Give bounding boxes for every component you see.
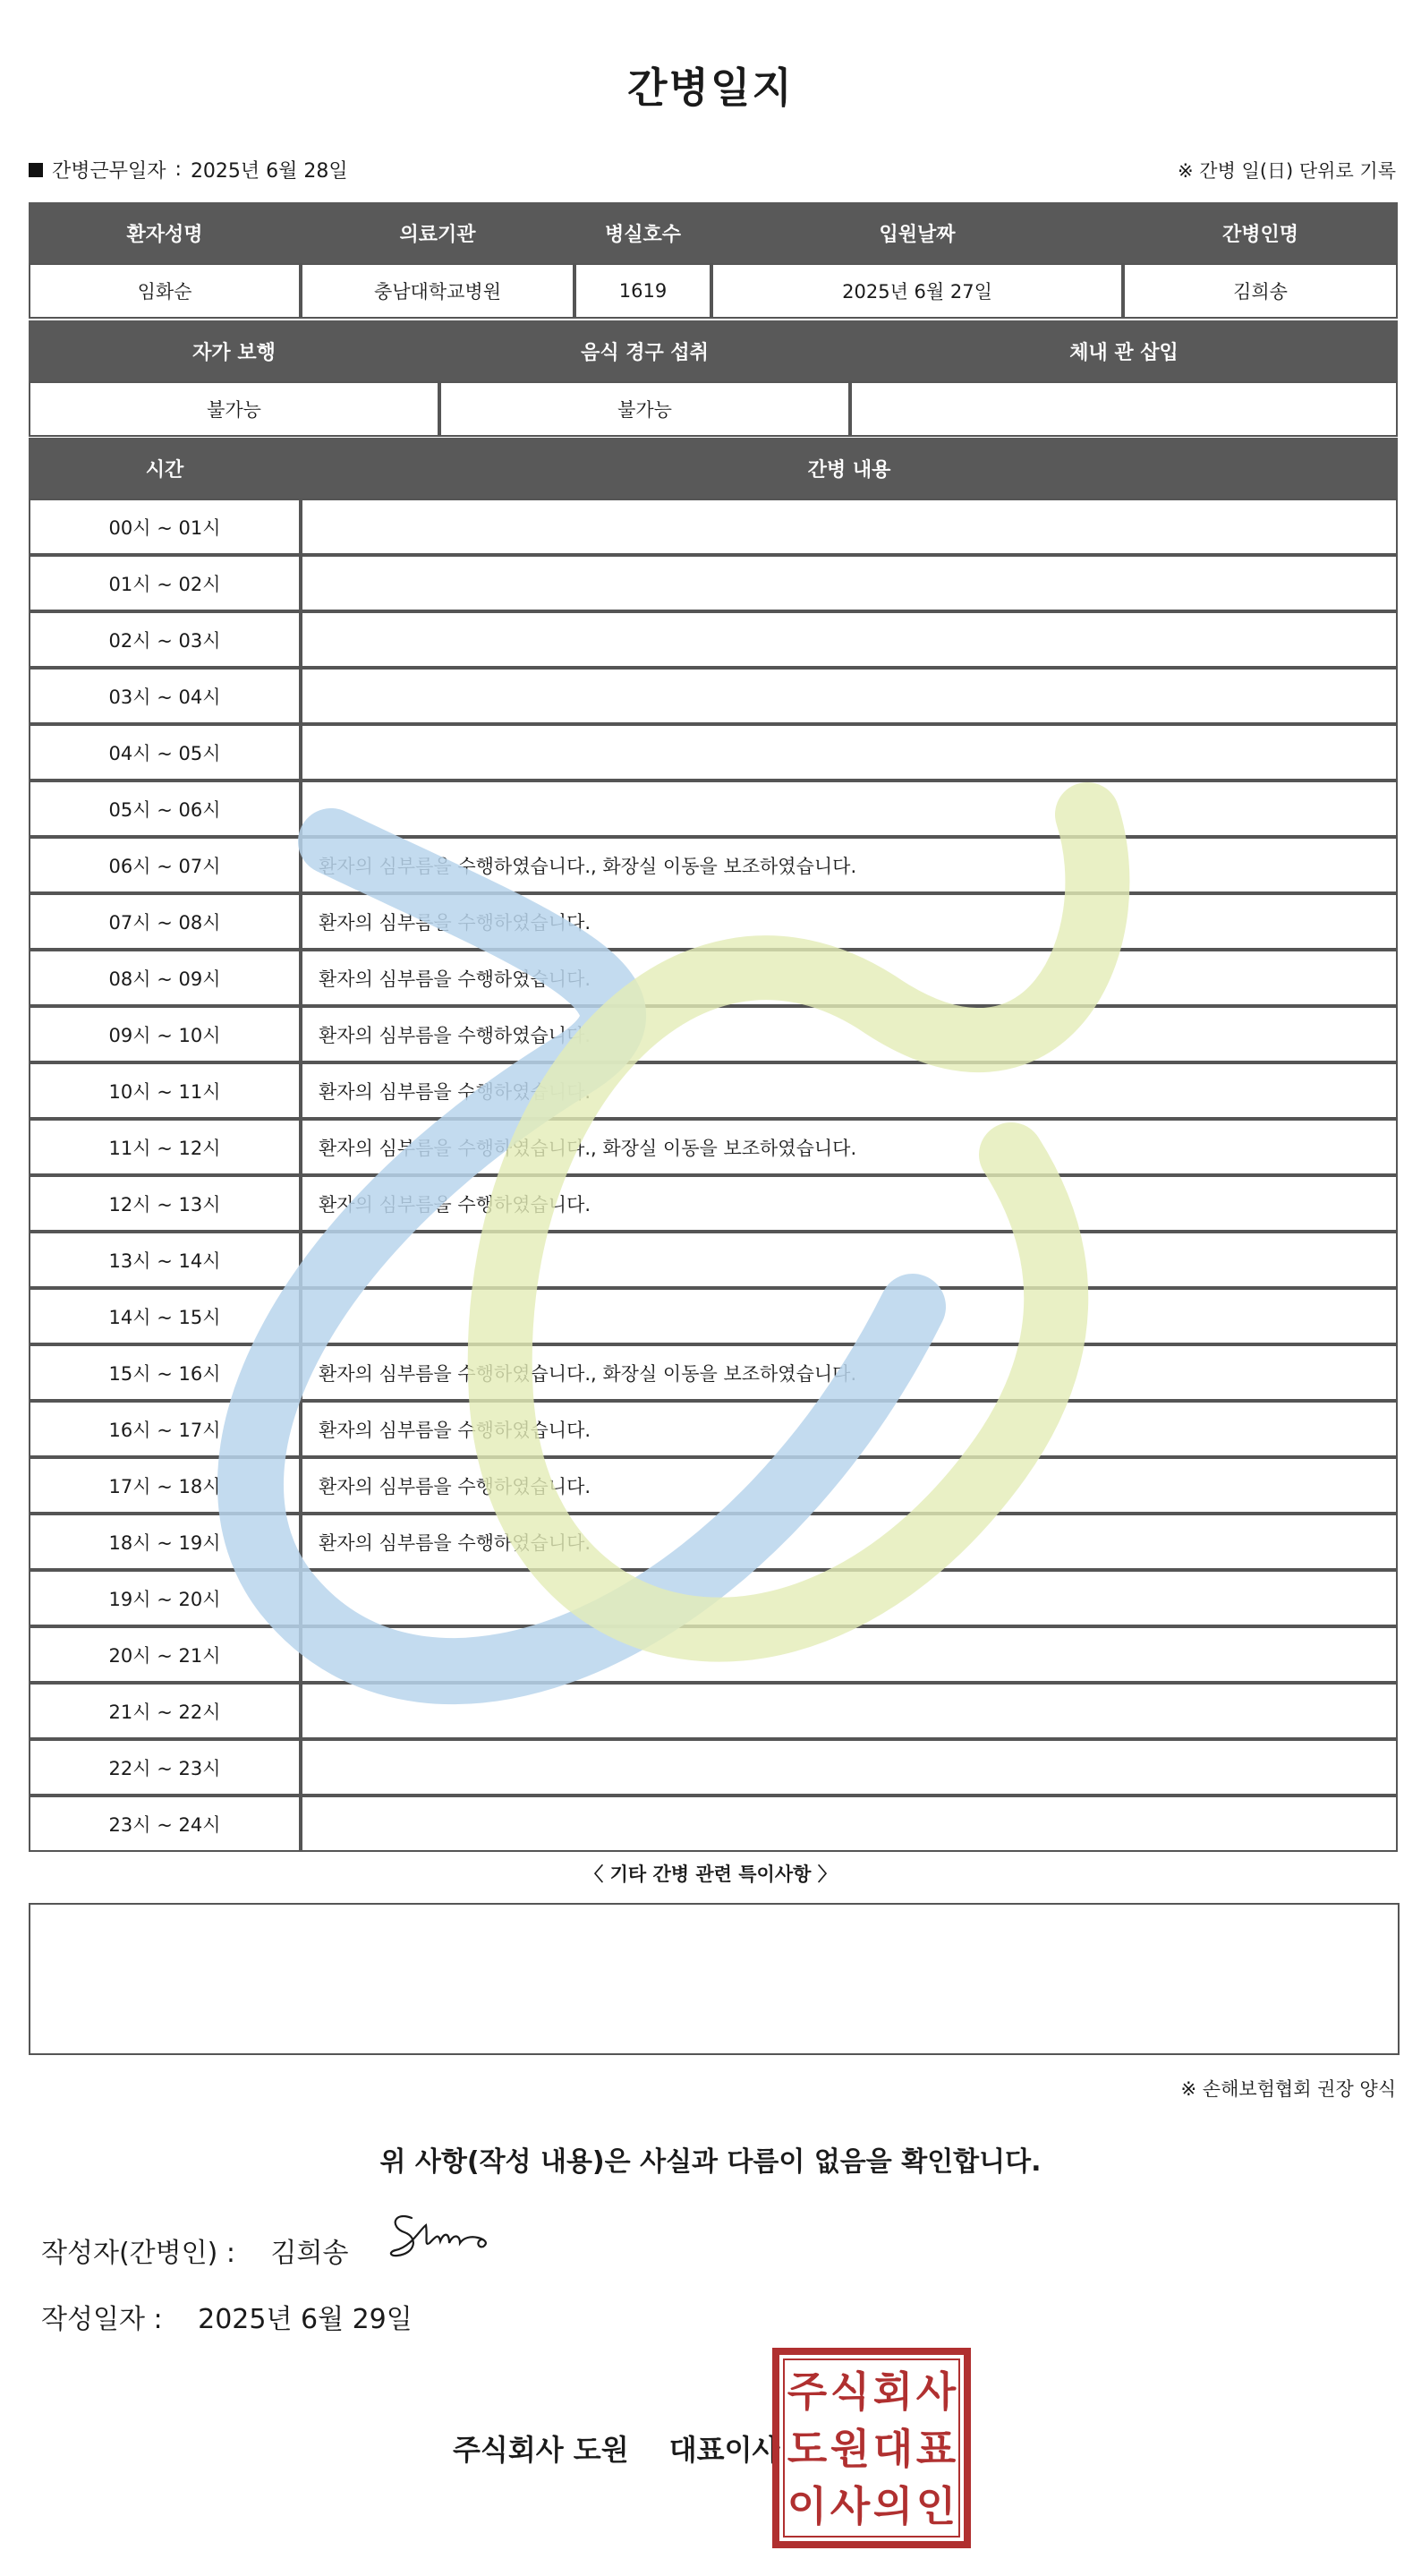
time-slot: 20시 ~ 21시 [29, 1626, 301, 1683]
time-slot: 00시 ~ 01시 [29, 499, 301, 555]
care-content [301, 1796, 1398, 1852]
care-content: 환자의 심부름을 수행하였습니다., 화장실 이동을 보조하였습니다. [301, 1119, 1398, 1175]
time-slot: 08시 ~ 09시 [29, 950, 301, 1006]
patient-status-table [29, 320, 1398, 437]
room-number: 1619 [574, 263, 711, 319]
care-content [301, 1739, 1398, 1796]
company-seal-stamp [771, 2347, 972, 2549]
care-content [301, 611, 1398, 668]
care-log-body [29, 499, 1398, 1852]
special-notes-label: 〈 기타 간병 관련 특이사항 〉 [584, 1864, 837, 1885]
header-oral-intake: 음식 경구 섭취 [439, 320, 850, 381]
table-row [29, 1119, 1398, 1175]
table-row [29, 1626, 1398, 1683]
self-walking-value: 불가능 [29, 381, 439, 437]
care-content [301, 499, 1398, 555]
care-content [301, 555, 1398, 611]
work-date-line [29, 156, 348, 183]
seal-character: 이 [787, 2482, 828, 2530]
seal-lettering [787, 2367, 957, 2530]
care-content [301, 1288, 1398, 1344]
table-row [29, 1232, 1398, 1288]
table-row [29, 1457, 1398, 1514]
care-log-table [29, 438, 1398, 1852]
care-content: 환자의 심부름을 수행하였습니다. [301, 1401, 1398, 1457]
written-date-label: 작성일자 : [41, 2304, 163, 2335]
table-row [29, 1514, 1398, 1570]
table-row [29, 1175, 1398, 1232]
care-content: 환자의 심부름을 수행하였습니다. [301, 1175, 1398, 1232]
time-slot: 05시 ~ 06시 [29, 780, 301, 837]
table-row [29, 1796, 1398, 1852]
seal-character: 주 [787, 2367, 828, 2416]
time-slot: 12시 ~ 13시 [29, 1175, 301, 1232]
care-content: 환자의 심부름을 수행하였습니다. [301, 1514, 1398, 1570]
patient-status-header-row [29, 320, 1398, 381]
care-content: 환자의 심부름을 수행하였습니다. [301, 1457, 1398, 1514]
seal-character: 표 [915, 2425, 957, 2473]
seal-character: 대 [872, 2425, 914, 2473]
care-content [301, 724, 1398, 780]
header-self-walking: 자가 보행 [29, 320, 439, 381]
care-content: 환자의 심부름을 수행하였습니다. [301, 1006, 1398, 1062]
care-content: 환자의 심부름을 수행하였습니다. [301, 893, 1398, 950]
seal-character: 원 [830, 2425, 871, 2473]
seal-character: 인 [915, 2482, 957, 2530]
company-line [453, 2427, 779, 2469]
table-row [29, 1570, 1398, 1626]
header-admission-date: 입원날짜 [711, 202, 1123, 263]
hospital-name: 충남대학교병원 [301, 263, 574, 319]
table-row [29, 1062, 1398, 1119]
time-slot: 07시 ~ 08시 [29, 893, 301, 950]
table-row [29, 668, 1398, 724]
header-care-content: 간병 내용 [301, 438, 1398, 499]
association-form-note: ※ 손해보험협회 권장 양식 [1180, 2078, 1396, 2100]
care-content [301, 1683, 1398, 1739]
tube-insertion-value [850, 381, 1398, 437]
seal-character: 의 [872, 2482, 914, 2530]
time-slot: 21시 ~ 22시 [29, 1683, 301, 1739]
table-row [29, 1006, 1398, 1062]
table-row [29, 499, 1398, 555]
time-slot: 02시 ~ 03시 [29, 611, 301, 668]
table-row [29, 893, 1398, 950]
patient-status-value-row [29, 381, 1398, 437]
header-tube-insertion: 체내 관 삽입 [850, 320, 1398, 381]
header-patient-name: 환자성명 [29, 202, 301, 263]
company-name: 주식회사 도원 [453, 2433, 629, 2467]
table-row [29, 1739, 1398, 1796]
care-content [301, 1626, 1398, 1683]
care-content [301, 668, 1398, 724]
table-row [29, 611, 1398, 668]
time-slot: 19시 ~ 20시 [29, 1570, 301, 1626]
header-caregiver-name: 간병인명 [1123, 202, 1398, 263]
table-row [29, 950, 1398, 1006]
oral-intake-value: 불가능 [439, 381, 850, 437]
caregiver-name: 김희송 [1123, 263, 1398, 319]
seal-character: 사 [915, 2367, 957, 2416]
seal-character: 사 [830, 2482, 871, 2530]
writer-name: 김희송 [270, 2238, 349, 2269]
time-slot: 10시 ~ 11시 [29, 1062, 301, 1119]
patient-info-header-row [29, 202, 1398, 263]
time-slot: 14시 ~ 15시 [29, 1288, 301, 1344]
table-row [29, 555, 1398, 611]
time-slot: 06시 ~ 07시 [29, 837, 301, 893]
written-date-line [41, 2297, 413, 2336]
table-row [29, 724, 1398, 780]
time-slot: 04시 ~ 05시 [29, 724, 301, 780]
record-unit-note: ※ 간병 일(日) 단위로 기록 [1178, 160, 1396, 182]
care-content [301, 1232, 1398, 1288]
time-slot: 01시 ~ 02시 [29, 555, 301, 611]
time-slot: 13시 ~ 14시 [29, 1232, 301, 1288]
table-row [29, 1683, 1398, 1739]
care-log-header-row [29, 438, 1398, 499]
admission-date: 2025년 6월 27일 [711, 263, 1123, 319]
care-content: 환자의 심부름을 수행하였습니다. [301, 950, 1398, 1006]
company-title: 대표이사 [668, 2433, 780, 2467]
confirmation-statement: 위 사항(작성 내용)은 사실과 다름이 없음을 확인합니다. [379, 2146, 1042, 2178]
work-date-value: 2025년 6월 28일 [190, 160, 348, 183]
work-date-separator: : [174, 158, 182, 181]
time-slot: 16시 ~ 17시 [29, 1401, 301, 1457]
seal-character: 도 [787, 2425, 828, 2473]
written-date-value: 2025년 6월 29일 [198, 2304, 413, 2335]
seal-character: 회 [872, 2367, 914, 2416]
writer-line [41, 2231, 348, 2270]
table-row [29, 1401, 1398, 1457]
special-notes-box [29, 1903, 1400, 2055]
page-title: 간병일지 [627, 64, 794, 112]
time-slot: 22시 ~ 23시 [29, 1739, 301, 1796]
time-slot: 15시 ~ 16시 [29, 1344, 301, 1401]
table-row [29, 837, 1398, 893]
square-bullet-icon [29, 163, 43, 177]
seal-character: 식 [830, 2367, 871, 2416]
care-content: 환자의 심부름을 수행하였습니다., 화장실 이동을 보조하였습니다. [301, 1344, 1398, 1401]
time-slot: 09시 ~ 10시 [29, 1006, 301, 1062]
header-hospital: 의료기관 [301, 202, 574, 263]
care-content: 환자의 심부름을 수행하였습니다., 화장실 이동을 보조하였습니다. [301, 837, 1398, 893]
patient-name: 임화순 [29, 263, 301, 319]
care-content [301, 1570, 1398, 1626]
table-row [29, 1344, 1398, 1401]
time-slot: 23시 ~ 24시 [29, 1796, 301, 1852]
table-row [29, 780, 1398, 837]
care-content [301, 780, 1398, 837]
time-slot: 03시 ~ 04시 [29, 668, 301, 724]
time-slot: 11시 ~ 12시 [29, 1119, 301, 1175]
header-room-number: 병실호수 [574, 202, 711, 263]
patient-info-table [29, 202, 1398, 319]
header-time: 시간 [29, 438, 301, 499]
table-row [29, 1288, 1398, 1344]
work-date-label: 간병근무일자 [52, 160, 166, 183]
signature-image [385, 2202, 501, 2273]
time-slot: 18시 ~ 19시 [29, 1514, 301, 1570]
care-content: 환자의 심부름을 수행하였습니다. [301, 1062, 1398, 1119]
patient-info-value-row [29, 263, 1398, 319]
time-slot: 17시 ~ 18시 [29, 1457, 301, 1514]
writer-label: 작성자(간병인) : [41, 2238, 235, 2269]
